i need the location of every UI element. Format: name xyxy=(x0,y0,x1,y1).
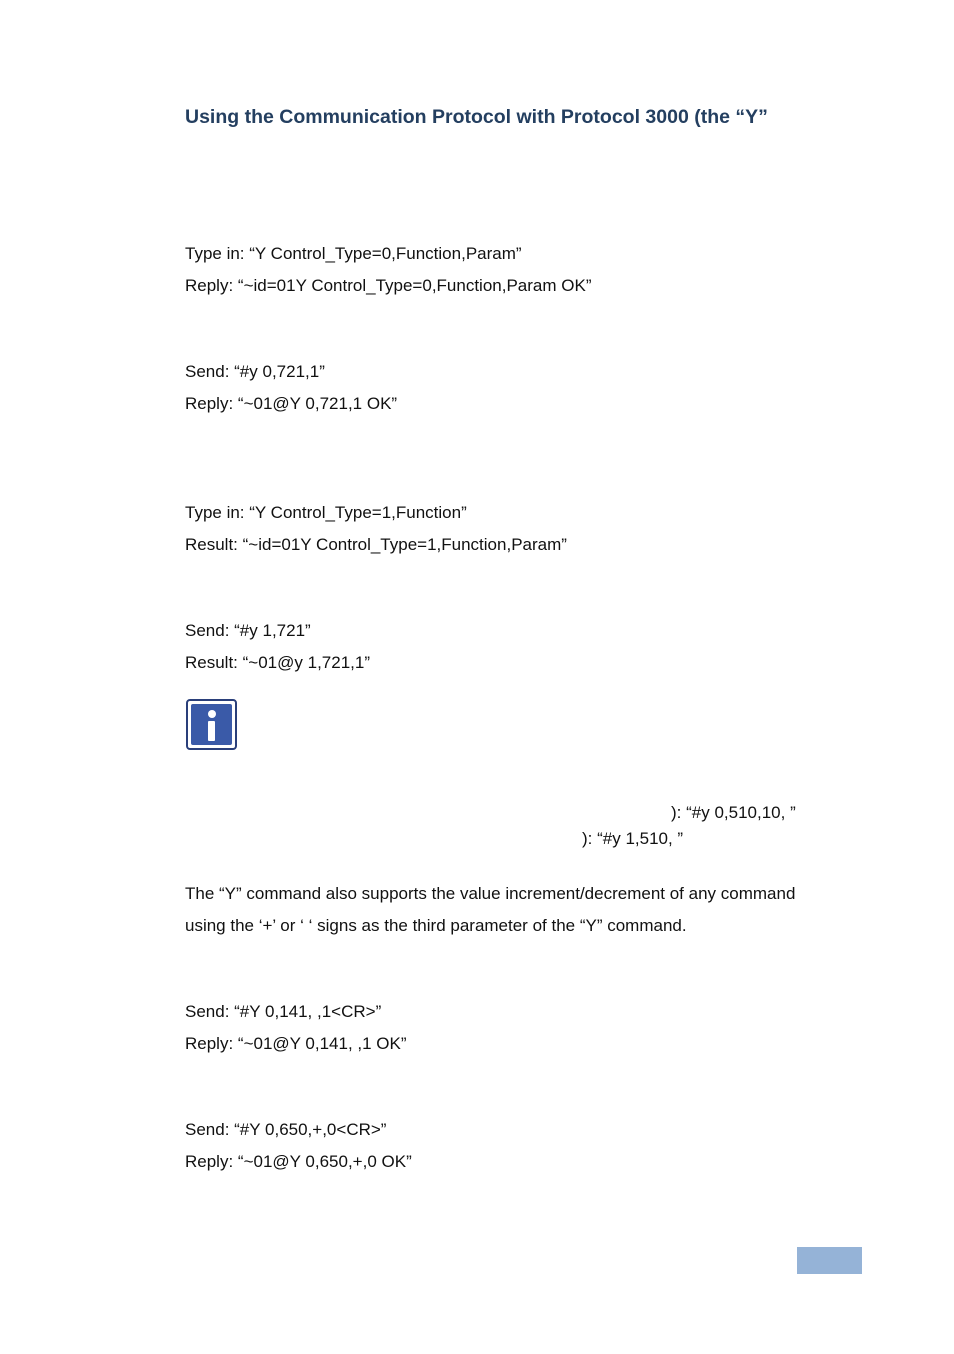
increment-paragraph-line-2: using the ‘+’ or ‘ ‘ signs as the third parameter of the “Y” command. xyxy=(185,916,687,935)
get-syntax-type-in: Type in: “Y Control_Type=1,Function” xyxy=(185,503,467,522)
note-fragment-2: ): “#y 1,510, ” xyxy=(582,829,684,848)
decrement-example-send: Send: “#Y 0,141, ,1<CR>” xyxy=(185,1002,382,1021)
get-example-send: Send: “#y 1,721” xyxy=(185,621,311,640)
set-syntax-type-in: Type in: “Y Control_Type=0,Function,Param” xyxy=(185,244,522,263)
set-syntax-reply: Reply: “~id=01Y Control_Type=0,Function,Param OK” xyxy=(185,276,592,295)
decrement-example-reply: Reply: “~01@Y 0,141, ,1 OK” xyxy=(185,1034,407,1053)
page-number-tab xyxy=(797,1247,862,1274)
info-icon-fill xyxy=(191,704,232,745)
get-syntax-result: Result: “~id=01Y Control_Type=1,Function,Param” xyxy=(185,535,567,554)
set-example-reply: Reply: “~01@Y 0,721,1 OK” xyxy=(185,394,398,413)
increment-paragraph-line-1: The “Y” command also supports the value increment/decrement of any command xyxy=(185,884,796,903)
info-icon-stem xyxy=(208,721,215,741)
increment-example-reply: Reply: “~01@Y 0,650,+,0 OK” xyxy=(185,1152,412,1171)
info-icon xyxy=(186,699,237,750)
set-example-send: Send: “#y 0,721,1” xyxy=(185,362,325,381)
note-fragment-1: ): “#y 0,510,10, ” xyxy=(671,803,796,822)
increment-example-send: Send: “#Y 0,650,+,0<CR>” xyxy=(185,1120,387,1139)
info-icon-dot xyxy=(208,710,216,718)
section-heading: Using the Communication Protocol with Protocol 3000 (the “Y” xyxy=(185,106,768,128)
get-example-result: Result: “~01@y 1,721,1” xyxy=(185,653,370,672)
